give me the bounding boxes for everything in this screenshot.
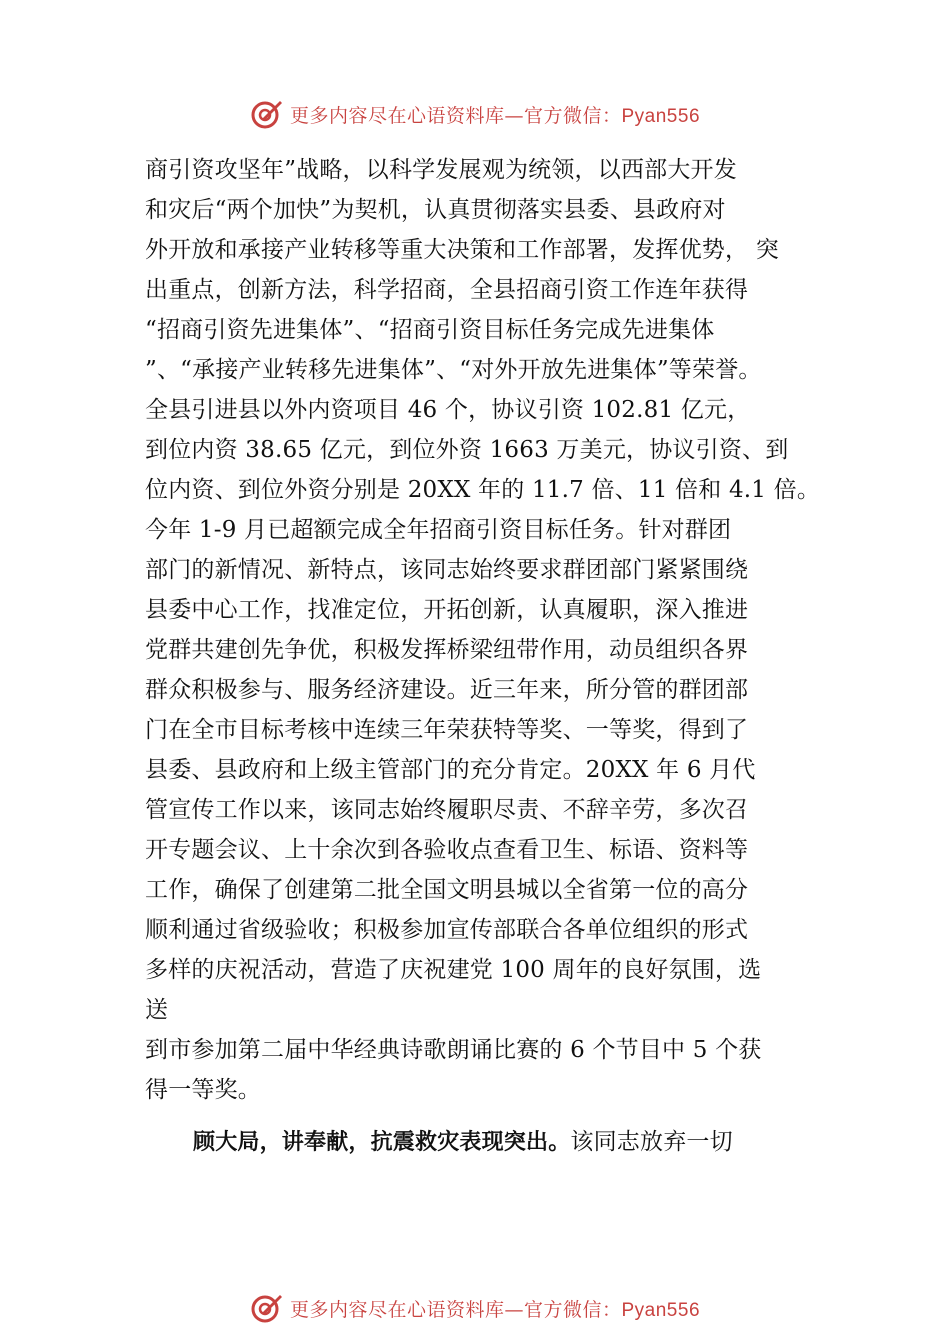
text-line: 县委中心工作，找准定位，开拓创新，认真履职，深入推进 [145,597,749,623]
watermark-text: 更多内容尽在心语资料库—官方微信：Pyan556 [289,1298,701,1321]
text-line: ”、“承接产业转移先进集体”、“对外开放先进集体”等荣誉。 [145,357,762,383]
paragraph-1 [145,150,821,1110]
paragraph-2-text: 该同志放弃一切 [570,1129,733,1155]
text-line: 位内资、到位外资分别是 20XX 年的 11.7 倍、11 倍和 4.1 倍。 [145,477,821,503]
paragraph-2-heading: 顾大局，讲奉献，抗震救灾表现突出。 [193,1130,571,1155]
pen-logo-icon [250,97,284,131]
text-line: 得一等奖。 [145,1077,261,1103]
text-line: 外开放和承接产业转移等重大决策和工作部署，发挥优势， 突 [145,237,779,263]
watermark-text: 更多内容尽在心语资料库—官方微信：Pyan556 [289,104,701,127]
text-line: 到位内资 38.65 亿元，到位外资 1663 万美元，协议引资、到 [145,437,789,463]
text-line: 开专题会议、上十余次到各验收点查看卫生、标语、资料等 [145,837,749,863]
text-line: 工作，确保了创建第二批全国文明县城以全省第一位的高分 [145,877,749,903]
text-line: “招商引资先进集体”、“招商引资目标任务完成先进集体 [145,317,715,343]
text-line: 送 [145,997,169,1023]
text-line: 全县引进县以外内资项目 46 个，协议引资 102.81 亿元， [145,397,751,423]
text-line: 到市参加第二届中华经典诗歌朗诵比赛的 6 个节目中 5 个获 [145,1037,762,1063]
text-line: 管宣传工作以来，该同志始终履职尽责、不辞辛劳，多次召 [145,797,749,823]
text-line: 党群共建创先争优，积极发挥桥梁纽带作用，动员组织各界 [145,637,749,663]
text-line: 出重点，创新方法，科学招商，全县招商引资工作连年获得 [145,277,749,303]
text-line: 部门的新情况、新特点，该同志始终要求群团部门紧紧围绕 [145,557,749,583]
text-line: 和灾后“两个加快”为契机，认真贯彻落实县委、县政府对 [145,197,726,223]
footer-watermark [0,1290,950,1326]
pen-logo-icon [250,1291,284,1325]
text-line: 群众积极参与、服务经济建设。近三年来，所分管的群团部 [145,677,749,703]
text-line: 今年 1-9 月已超额完成全年招商引资目标任务。针对群团 [145,517,732,543]
text-line: 顺利通过省级验收；积极参加宣传部联合各单位组织的形式 [145,917,749,943]
paragraph-2 [145,1122,815,1162]
text-line: 多样的庆祝活动，营造了庆祝建党 100 周年的良好氛围，选 [145,957,762,983]
header-watermark [0,96,950,132]
text-line: 门在全市目标考核中连续三年荣获特等奖、一等奖，得到了 [145,717,749,743]
text-line: 商引资攻坚年”战略，以科学发展观为统领，以西部大开发 [145,157,737,183]
text-line: 县委、县政府和上级主管部门的充分肯定。20XX 年 6 月代 [145,757,756,783]
document-body [145,150,821,1162]
